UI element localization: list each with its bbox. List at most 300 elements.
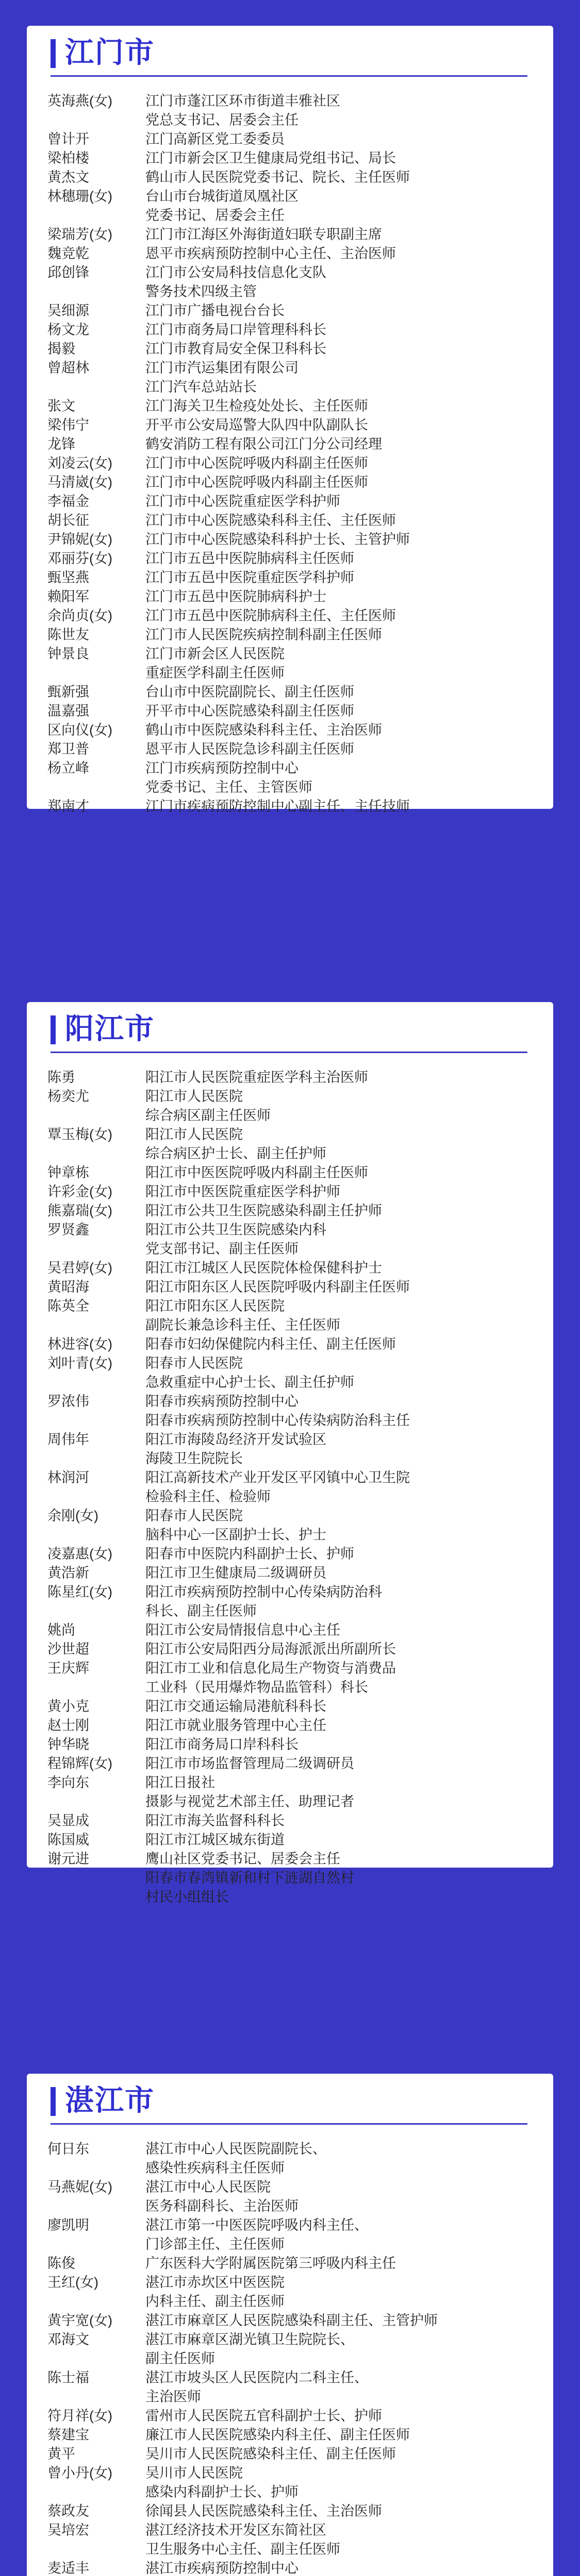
person-name: 陈世友 <box>47 627 89 642</box>
list-item <box>47 683 535 702</box>
zhanjiang-card <box>27 2074 553 2576</box>
title-line: 重症医学科副主任医师 <box>145 665 285 681</box>
person-name: 邓丽芬(女) <box>47 551 112 566</box>
person-title <box>145 1735 535 1754</box>
person-name: 曾超林 <box>47 360 89 376</box>
title-line: 阳江市公安局阳西分局海派派出所副所长 <box>145 1641 396 1657</box>
person-title <box>145 2330 535 2368</box>
person-name: 黄杰文 <box>47 170 89 185</box>
person-title <box>145 1392 535 1430</box>
title-line: 吴川市人民医院 <box>145 2465 243 2481</box>
title-line: 阳江市阳东区人民医院呼吸内科副主任医师 <box>145 1279 410 1295</box>
title-line: 主治医师 <box>145 2389 201 2404</box>
title-line: 阳春市春湾镇新和村下涟湖自然村 <box>145 1870 354 1886</box>
title-line: 阳春市疾病预防控制中心 <box>145 1394 299 1409</box>
person-title <box>145 2254 535 2273</box>
person-title <box>145 1564 535 1583</box>
list-item <box>47 721 535 740</box>
list-item <box>47 1564 535 1583</box>
title-line: 阳江市江城区城东街道 <box>145 1832 285 1848</box>
person-name: 赵士刚 <box>47 1718 89 1733</box>
title-line: 阳江市人民医院重症医学科主治医师 <box>145 1070 368 1085</box>
person-title <box>145 2502 535 2521</box>
people-list <box>47 2140 535 2576</box>
list-item <box>47 549 535 568</box>
person-title <box>145 320 535 340</box>
person-name: 廖凯明 <box>47 2217 89 2233</box>
list-item <box>47 2464 535 2502</box>
person-title <box>145 2311 535 2330</box>
title-line: 综合病区副主任医师 <box>145 1108 271 1123</box>
list-item <box>47 1182 535 1201</box>
title-line: 阳江市人民医院 <box>145 1127 243 1142</box>
title-line: 阳江市公共卫生医院感染内科 <box>145 1222 326 1238</box>
person-title <box>145 740 535 759</box>
person-name: 罗贤鑫 <box>47 1222 89 1238</box>
person-title <box>145 1335 535 1354</box>
list-item <box>47 130 535 149</box>
person-title <box>145 225 535 244</box>
list-item <box>47 2368 535 2406</box>
list-item <box>47 2330 535 2368</box>
title-line: 副主任医师 <box>145 2351 215 2366</box>
person-title <box>145 530 535 549</box>
person-title <box>145 1659 535 1697</box>
person-name: 魏竞乾 <box>47 246 89 261</box>
title-line: 党支部书记、副主任医师 <box>145 1241 299 1257</box>
list-item <box>47 1811 535 1831</box>
section-header <box>27 1002 553 1052</box>
list-item <box>47 1392 535 1430</box>
person-title <box>145 1545 535 1564</box>
title-line: 江门汽车总站站长 <box>145 379 257 395</box>
title-line: 医务科副科长、主治医师 <box>145 2198 299 2214</box>
person-name: 余刚(女) <box>47 1508 98 1523</box>
person-name: 黄平 <box>47 2446 75 2462</box>
person-name: 梁伟宁 <box>47 417 89 433</box>
person-name: 区向仪(女) <box>47 722 112 738</box>
person-title <box>145 2273 535 2311</box>
title-line: 廉江市人民医院感染内科主任、副主任医师 <box>145 2427 410 2443</box>
person-title <box>145 1621 535 1640</box>
title-line: 江门市五邑中医院重症医学科护师 <box>145 570 354 585</box>
title-line: 江门市教育局安全保卫科科长 <box>145 341 326 357</box>
person-title <box>145 1068 535 1087</box>
person-name: 沙世超 <box>47 1641 89 1657</box>
person-name: 钟章栋 <box>47 1165 89 1180</box>
title-line: 江门海关卫生检疫处处长、主任医师 <box>145 398 368 414</box>
title-line: 江门市人民医院疾病控制科副主任医师 <box>145 627 382 642</box>
person-name: 龙锋 <box>47 436 75 452</box>
person-title <box>145 263 535 301</box>
person-name: 林穗珊(女) <box>47 189 112 204</box>
list-item <box>47 1735 535 1754</box>
title-line: 江门市疾病预防控制中心副主任、主任技师 <box>145 799 410 814</box>
title-line: 摄影与视觉艺术部主任、助理记者 <box>145 1794 354 1809</box>
person-name: 陈俊 <box>47 2256 75 2271</box>
title-line: 湛江市麻章区湖光镇卫生院院长、 <box>145 2332 354 2347</box>
person-title <box>145 359 535 397</box>
title-line: 警务技术四级主管 <box>145 284 257 299</box>
list-item <box>47 340 535 359</box>
person-title <box>145 568 535 587</box>
person-name: 梁柏楼 <box>47 150 89 166</box>
list-item <box>47 2445 535 2464</box>
person-title <box>145 645 535 683</box>
title-line: 江门市中心医院重症医学科护师 <box>145 494 340 509</box>
person-title <box>145 2406 535 2426</box>
person-title <box>145 1221 535 1259</box>
person-name: 蔡政友 <box>47 2503 89 2519</box>
person-name: 吴培宏 <box>47 2522 89 2538</box>
person-name: 罗浓伟 <box>47 1394 89 1409</box>
person-name: 陈国威 <box>47 1832 89 1848</box>
title-line: 阳江市江城区人民医院体检保健科护士 <box>145 1260 382 1276</box>
list-item <box>47 702 535 721</box>
person-name: 杨立峰 <box>47 760 89 776</box>
title-line: 江门市汽运集团有限公司 <box>145 360 299 376</box>
title-line: 开平市公安局巡警大队四中队副队长 <box>145 417 368 433</box>
person-title <box>145 721 535 740</box>
person-name: 熊嘉瑞(女) <box>47 1203 112 1218</box>
list-item <box>47 2311 535 2330</box>
person-name: 凌嘉惠(女) <box>47 1546 112 1562</box>
person-title <box>145 1201 535 1221</box>
title-line: 湛江市坡头区人民医院内二科主任、 <box>145 2370 368 2385</box>
person-name: 梁瑞芳(女) <box>47 227 112 242</box>
list-item <box>47 530 535 549</box>
title-line: 党委书记、居委会主任 <box>145 208 285 223</box>
title-line: 阳春市疾病预防控制中心传染病防治科主任 <box>145 1413 410 1428</box>
person-title <box>145 2216 535 2254</box>
title-line: 湛江市第一中医医院呼吸内科主任、 <box>145 2217 368 2233</box>
list-item <box>47 473 535 492</box>
list-item <box>47 2254 535 2273</box>
title-line: 雷州市人民医院五官科副护士长、护师 <box>145 2408 382 2424</box>
list-item <box>47 1297 535 1335</box>
person-title <box>145 1125 535 1163</box>
person-name: 吴君婷(女) <box>47 1260 112 1276</box>
person-title <box>145 2445 535 2464</box>
person-title <box>145 1583 535 1621</box>
title-line: 阳春市人民医院 <box>145 1508 243 1523</box>
title-line: 阳江市市场监督管理局二级调研员 <box>145 1756 354 1771</box>
title-accent-bar <box>51 1015 56 1044</box>
person-title <box>145 1850 535 1907</box>
person-title <box>145 587 535 606</box>
list-item <box>47 1754 535 1773</box>
title-line: 阳江市中医医院呼吸内科副主任医师 <box>145 1165 368 1180</box>
title-line: 海陵卫生院院长 <box>145 1451 243 1466</box>
title-line: 恩平市人民医院急诊科副主任医师 <box>145 741 354 757</box>
title-line: 江门市江海区外海街道妇联专职副主席 <box>145 227 382 242</box>
title-line: 综合病区护士长、副主任护师 <box>145 1146 326 1161</box>
person-name: 林进容(女) <box>47 1336 112 1352</box>
title-line: 湛江市中心人民医院副院长、 <box>145 2141 326 2157</box>
person-name: 郑南才 <box>47 799 89 814</box>
title-line: 门诊部主任、主任医师 <box>145 2236 285 2252</box>
list-item <box>47 1087 535 1125</box>
title-line: 党委书记、主任、主管医师 <box>145 779 312 795</box>
title-line: 阳江市公共卫生医院感染科副主任护师 <box>145 1203 382 1218</box>
person-title <box>145 1297 535 1335</box>
title-line: 湛江市赤坎区中医医院 <box>145 2275 285 2290</box>
title-line: 阳江日报社 <box>145 1775 215 1790</box>
title-line: 江门市中心医院呼吸内科副主任医师 <box>145 455 368 471</box>
person-title <box>145 397 535 416</box>
person-name: 揭毅 <box>47 341 75 357</box>
title-line: 湛江市麻章区人民医院感染科副主任、主管护师 <box>145 2313 438 2328</box>
list-item <box>47 2406 535 2426</box>
title-line: 阳江市就业服务管理中心主任 <box>145 1718 326 1733</box>
title-line: 工业科（民用爆炸物品监管科）科长 <box>145 1680 368 1695</box>
people-list <box>47 92 535 816</box>
section-header <box>27 26 553 75</box>
title-line: 阳江市阳东区人民医院 <box>145 1298 285 1314</box>
title-line: 江门市五邑中医院肺病科主任医师 <box>145 551 354 566</box>
title-line: 鹤山市人民医院党委书记、院长、主任医师 <box>145 170 410 185</box>
list-item <box>47 511 535 530</box>
title-line: 江门市新会区人民医院 <box>145 646 285 662</box>
list-item <box>47 1621 535 1640</box>
title-line: 江门市中心医院感染科科护士长、主管护师 <box>145 532 410 547</box>
person-title <box>145 2140 535 2178</box>
person-title <box>145 549 535 568</box>
person-name: 刘凌云(女) <box>47 455 112 471</box>
person-title <box>145 797 535 816</box>
title-line: 村民小组组长 <box>145 1889 229 1905</box>
person-title <box>145 2521 535 2559</box>
person-title <box>145 1430 535 1468</box>
list-item <box>47 359 535 397</box>
title-line: 阳春市中医院内科副护士长、护师 <box>145 1546 354 1562</box>
person-title <box>145 1259 535 1278</box>
person-title <box>145 1754 535 1773</box>
list-item <box>47 168 535 187</box>
title-line: 卫生服务中心主任、副主任医师 <box>145 2541 340 2557</box>
person-name: 姚尚 <box>47 1622 75 1638</box>
person-name: 何日东 <box>47 2141 89 2157</box>
title-line: 阳江市海陵岛经济开发试验区 <box>145 1432 326 1447</box>
person-name: 马燕妮(女) <box>47 2179 112 2195</box>
person-title <box>145 1697 535 1716</box>
list-item <box>47 1259 535 1278</box>
person-name: 杨奕尤 <box>47 1089 89 1104</box>
title-line: 阳江市商务局口岸科科长 <box>145 1737 299 1752</box>
person-name: 甄新强 <box>47 684 89 700</box>
person-name: 黄昭海 <box>47 1279 89 1295</box>
list-item <box>47 1583 535 1621</box>
list-item <box>47 2426 535 2445</box>
person-name: 杨文龙 <box>47 322 89 337</box>
list-item <box>47 263 535 301</box>
person-name: 陈士福 <box>47 2370 89 2385</box>
title-line: 湛江经济技术开发区东简社区 <box>145 2522 326 2538</box>
list-item <box>47 2216 535 2254</box>
person-title <box>145 1506 535 1545</box>
list-item <box>47 492 535 511</box>
person-title <box>145 2368 535 2406</box>
title-line: 科长、副主任医师 <box>145 1603 257 1619</box>
person-title <box>145 301 535 320</box>
title-line: 阳江市工业和信息化局生产物资与消费品 <box>145 1660 396 1676</box>
person-name: 陈勇 <box>47 1070 75 1085</box>
title-line: 内科主任、副主任医师 <box>145 2294 285 2309</box>
title-line: 江门市蓬江区环市街道丰雅社区 <box>145 93 340 109</box>
title-line: 江门市新会区卫生健康局党组书记、局长 <box>145 150 396 166</box>
list-item <box>47 2521 535 2559</box>
title-line: 感染性疾病科主任医师 <box>145 2160 285 2176</box>
title-line: 检验科主任、检验师 <box>145 1489 271 1504</box>
jiangmen-card <box>27 26 553 814</box>
person-title <box>145 244 535 263</box>
person-name: 吴显成 <box>47 1813 89 1828</box>
title-line: 台山市台城街道凤凰社区 <box>145 189 299 204</box>
person-title <box>145 1354 535 1392</box>
person-name: 李向东 <box>47 1775 89 1790</box>
person-name: 邱创锋 <box>47 265 89 280</box>
person-title <box>145 2426 535 2445</box>
list-item <box>47 1773 535 1811</box>
list-item <box>47 1697 535 1716</box>
title-line: 恩平市疾病预防控制中心主任、主治医师 <box>145 246 396 261</box>
title-line: 副院长兼急诊科主任、主任医师 <box>145 1317 340 1333</box>
person-title <box>145 416 535 435</box>
person-title <box>145 511 535 530</box>
title-line: 江门市广播电视台台长 <box>145 303 285 318</box>
list-item <box>47 797 535 816</box>
title-line: 阳江市疾病预防控制中心传染病防治科 <box>145 1584 382 1600</box>
title-line: 鹰山社区党委书记、居委会主任 <box>145 1851 340 1867</box>
list-item <box>47 301 535 320</box>
person-title <box>145 759 535 797</box>
title-line: 阳春市妇幼保健院内科主任、副主任医师 <box>145 1336 396 1352</box>
person-title <box>145 92 535 130</box>
list-item <box>47 1068 535 1087</box>
title-line: 江门高新区党工委委员 <box>145 131 285 147</box>
person-title <box>145 2178 535 2216</box>
list-item <box>47 625 535 645</box>
list-item <box>47 187 535 225</box>
title-line: 阳江市交通运输局港航科科长 <box>145 1699 326 1714</box>
list-item <box>47 645 535 683</box>
person-title <box>145 473 535 492</box>
title-line: 吴川市人民医院感染科主任、副主任医师 <box>145 2446 396 2462</box>
title-accent-bar <box>51 2087 56 2116</box>
section-title: 江门市 <box>65 36 155 69</box>
person-name: 马清崴(女) <box>47 474 112 490</box>
header-divider <box>51 1052 527 1053</box>
title-line: 江门市公安局科技信息化支队 <box>145 265 326 280</box>
title-line: 阳春市人民医院 <box>145 1355 243 1371</box>
person-name: 程锦辉(女) <box>47 1756 112 1771</box>
list-item <box>47 1640 535 1659</box>
list-item <box>47 2140 535 2178</box>
list-item <box>47 92 535 130</box>
person-title <box>145 1087 535 1125</box>
person-name: 尹锦妮(女) <box>47 532 112 547</box>
person-title <box>145 1716 535 1735</box>
list-item <box>47 1430 535 1468</box>
list-item <box>47 2559 535 2576</box>
title-line: 阳江市公安局情报信息中心主任 <box>145 1622 340 1638</box>
title-line: 急救重症中心护士长、副主任护师 <box>145 1375 354 1390</box>
person-name: 黄浩新 <box>47 1565 89 1581</box>
header-divider <box>51 75 527 77</box>
section-header <box>27 2074 553 2123</box>
person-name: 曾计开 <box>47 131 89 147</box>
list-item <box>47 1831 535 1850</box>
list-item <box>47 1354 535 1392</box>
list-item <box>47 740 535 759</box>
person-name: 张文 <box>47 398 75 414</box>
person-title <box>145 1811 535 1831</box>
person-title <box>145 492 535 511</box>
list-item <box>47 1716 535 1735</box>
person-name: 余尚贞(女) <box>47 608 112 623</box>
title-line: 江门市五邑中医院肺病科护士 <box>145 589 326 604</box>
list-item <box>47 1659 535 1697</box>
section-title: 阳江市 <box>65 1012 155 1045</box>
person-title <box>145 1182 535 1201</box>
title-line: 湛江市疾病预防控制中心 <box>145 2561 299 2576</box>
person-name: 符月祥(女) <box>47 2408 112 2424</box>
person-title <box>145 1831 535 1850</box>
person-name: 陈英全 <box>47 1298 89 1314</box>
people-list <box>47 1068 535 1907</box>
title-line: 党总支书记、居委会主任 <box>145 112 299 128</box>
list-item <box>47 397 535 416</box>
person-title <box>145 2464 535 2502</box>
person-name: 郑卫普 <box>47 741 89 757</box>
person-name: 陈星红(女) <box>47 1584 112 1600</box>
title-line: 江门市中心医院感染科科主任、主任医师 <box>145 513 396 528</box>
list-item <box>47 1125 535 1163</box>
title-line: 徐闻县人民医院感染科主任、主治医师 <box>145 2503 382 2519</box>
list-item <box>47 416 535 435</box>
person-name: 胡长征 <box>47 513 89 528</box>
title-line: 湛江市中心人民医院 <box>145 2179 271 2195</box>
person-title <box>145 454 535 473</box>
person-title <box>145 149 535 168</box>
person-title <box>145 130 535 149</box>
list-item <box>47 2273 535 2311</box>
person-title <box>145 625 535 645</box>
list-item <box>47 435 535 454</box>
person-title <box>145 168 535 187</box>
title-line: 阳江市中医医院重症医学科护师 <box>145 1184 340 1199</box>
title-line: 阳江市海关监督科科长 <box>145 1813 285 1828</box>
person-title <box>145 340 535 359</box>
list-item <box>47 1163 535 1182</box>
section-title: 湛江市 <box>65 2084 155 2116</box>
list-item <box>47 1335 535 1354</box>
list-item <box>47 320 535 340</box>
list-item <box>47 1850 535 1907</box>
list-item <box>47 1221 535 1259</box>
list-item <box>47 1278 535 1297</box>
person-name: 许彩金(女) <box>47 1184 112 1199</box>
person-name: 刘叶青(女) <box>47 1355 112 1371</box>
list-item <box>47 606 535 625</box>
person-name: 吴细源 <box>47 303 89 318</box>
list-item <box>47 1506 535 1545</box>
person-title <box>145 187 535 225</box>
person-name: 邓海文 <box>47 2332 89 2347</box>
person-name: 谢元进 <box>47 1851 89 1867</box>
list-item <box>47 1545 535 1564</box>
person-title <box>145 1163 535 1182</box>
